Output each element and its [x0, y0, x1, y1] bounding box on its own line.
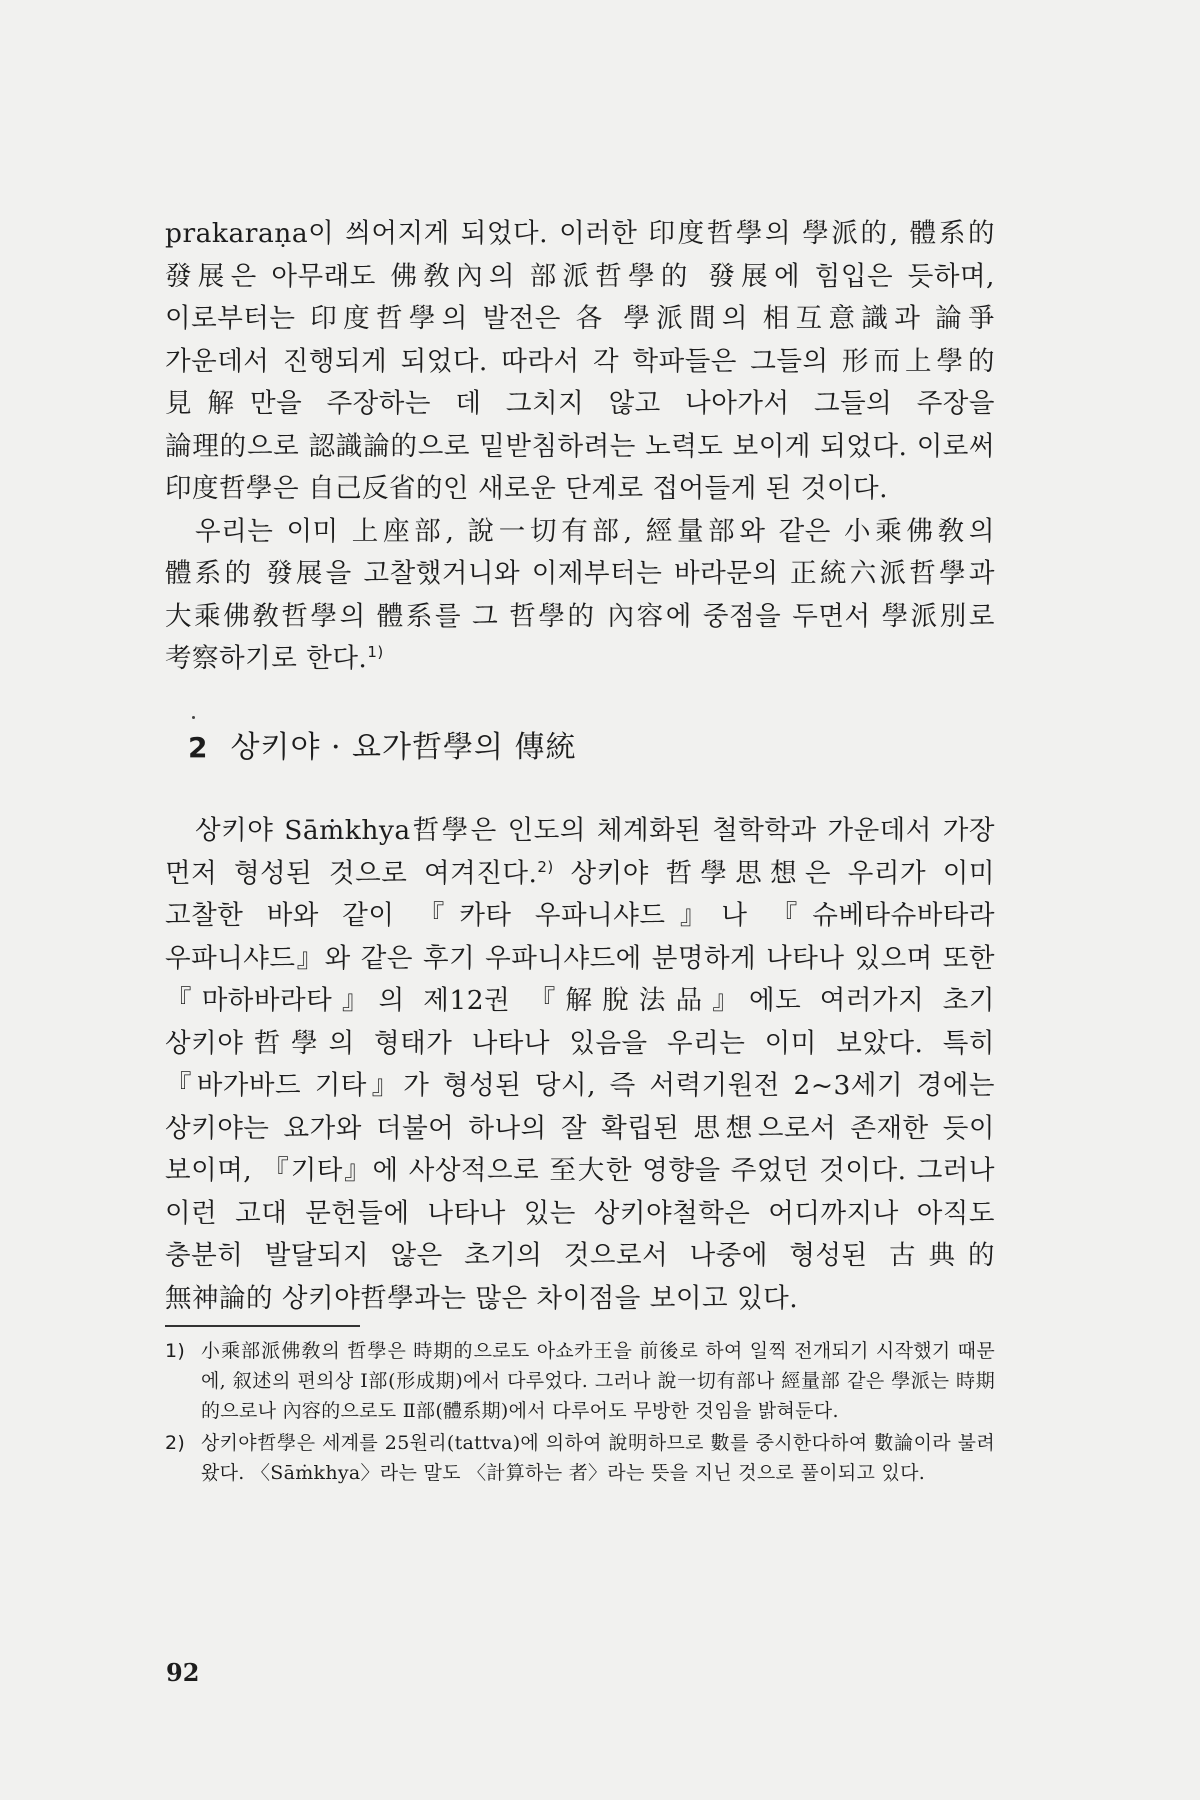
footnote-1-number: 1)	[165, 1340, 186, 1362]
body-paragraph	[165, 810, 995, 1320]
intro-paragraph-1: prakaraṇa이 씌어지게 되었다. 이러한 印度哲學의 學派的, 體系的 發展은 아무래도 佛敎內의 部派哲學的 發展에 힘입은 듯하며, 이로부터는 印度哲學의 발전은 各 學派間의 相互意識과 論爭 가운데서 진행되게 되었다. 따라서 각 학파들은 그들의 形而上學的 見解만을 주장하는 데 그치지 않고 나아가서 그들의 주장을 論理的으로 認識論的으로 밑받침하려는 노력도 보이게 되었다. 이로써 印度哲學은 自己反省的인 새로운 단계로 접어들게 된 것이다.	[165, 218, 995, 504]
footnote-2-number: 2)	[165, 1432, 186, 1454]
body-text-part-1: 상키야 Sāṁkhya哲學은 인도의 체계화된 철학학과 가운데서 가장 먼저 형성된 것으로 여겨진다.	[165, 815, 995, 889]
footnote-ref-2: 2)	[537, 857, 554, 876]
footnote-1-text: 小乘部派佛敎의 哲學은 時期的으로도 아쇼카王을 前後로 하여 일찍 전개되기 시작했기 때문에, 叙述의 편의상 Ⅰ部(形成期)에서 다루었다. 그러나 說一切有部나 經量部 같은 學派는 時期的으로나 內容的으로도 Ⅱ部(體系期)에서 다루어도 무방한 것임을 밝혀둔다.	[201, 1340, 995, 1422]
footnote-divider	[165, 1325, 360, 1327]
heading-mark	[192, 716, 195, 719]
page-number: 92	[166, 1658, 200, 1687]
intro-paragraph-2	[165, 511, 995, 681]
intro-paragraph-2-text: 우리는 이미 上座部, 說一切有部, 經量部와 같은 小乘佛敎의 體系的 發展을 고찰했거니와 이제부터는 바라문의 正統六派哲學과 大乘佛敎哲學의 體系를 그 哲學的 內容에 중점을 두면서 學派別로 考察하기로 한다.	[165, 515, 995, 674]
footnote-2-text: 상키야哲學은 세계를 25원리(tattva)에 의하여 說明하므로 數를 중시한다하여 數論이라 불려 왔다. 〈Sāṁkhya〉라는 말도 〈計算하는 者〉라는 뜻을 지닌 것으로 풀이되고 있다.	[201, 1432, 995, 1484]
section-heading	[188, 722, 577, 766]
footnote-2	[165, 1428, 995, 1488]
footnotes	[165, 1336, 995, 1490]
section-body	[165, 810, 995, 1320]
footnote-1	[165, 1336, 995, 1426]
intro-text	[165, 213, 995, 681]
section-title: 상키야 · 요가哲學의 傳統	[230, 730, 577, 765]
footnote-ref-1: 1)	[367, 643, 384, 662]
section-number: 2	[188, 731, 209, 764]
body-text-part-2: 상키야 哲學思想은 우리가 이미 고찰한 바와 같이 『카타 우파니샤드』나 『슈베타슈바타라 우파니샤드』와 같은 후기 우파니샤드에 분명하게 나타나 있으며 또한 『마하바라타』의 제12권 『解脫法品』에도 여러가지 초기 상키야哲學의 형태가 나타나 있음을 우리는 이미 보았다. 특히 『바가바드 기타』가 형성된 당시, 즉 서력기원전 2~3세기 경에는 상키야는 요가와 더불어 하나의 잘 확립된 思想으로서 존재한 듯이 보이며, 『기타』에 사상적으로 至大한 영향을 주었던 것이다. 그러나 이런 고대 문헌들에 나타나 있는 상키야철학은 어디까지나 아직도 충분히 발달되지 않은 초기의 것으로서 나중에 형성된 古典的 無神論的 상키야哲學과는 많은 차이점을 보이고 있다.	[165, 857, 995, 1314]
